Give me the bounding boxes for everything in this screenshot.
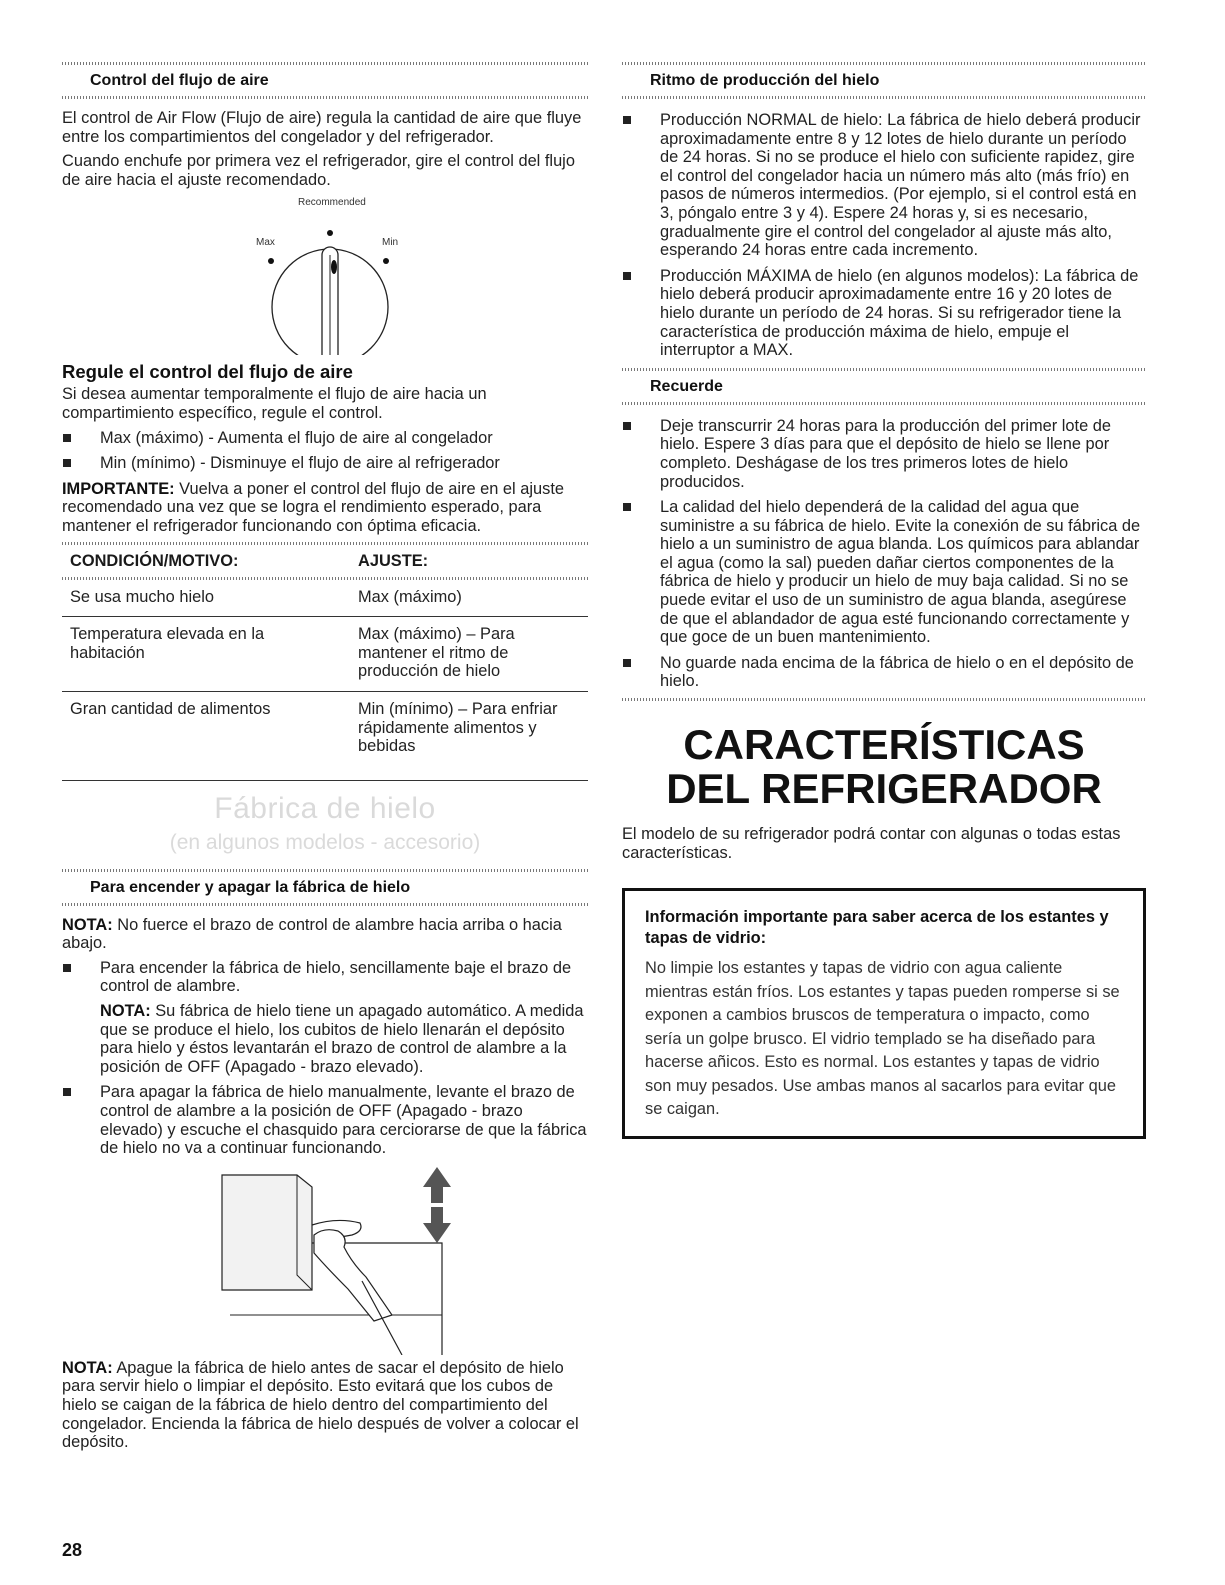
dial-label-recommended: Recommended bbox=[298, 197, 366, 209]
ice-maker-title: Fábrica de hielo bbox=[214, 791, 436, 825]
list-item bbox=[62, 959, 588, 1077]
list-item: Max (máximo) - Aumenta el flujo de aire al congelador bbox=[62, 429, 588, 448]
onoff-heading: Para encender y apagar la fábrica de hielo bbox=[62, 869, 588, 906]
ice-maker-box bbox=[222, 1175, 312, 1290]
section-divider bbox=[622, 698, 1146, 701]
table-row bbox=[62, 691, 588, 780]
adjust-paragraph: Si desea aumentar temporalmente el flujo de aire hacia un compartimiento específico, regule el control. bbox=[62, 385, 487, 422]
glass-shelves-notice-box bbox=[622, 888, 1146, 1139]
important-label: IMPORTANTE: bbox=[62, 479, 175, 498]
airflow-paragraph-1: El control de Air Flow (Flujo de aire) regula la cantidad de aire que fluye entre los compartimientos del congelador y del refrigerador. bbox=[62, 109, 582, 146]
list-item: La calidad del hielo dependerá de la calidad del agua que suministre a su fábrica de hielo. Evite la conexión de su fábrica de hielo a un suministro de agua blanda. Los químicos para ablandar el agua (como la sal) pueden dañar ciertos componentes de la fábrica de hielo y producir un hielo de muy baja calidad. Si no se puede evitar el uso de un suministro de agua blanda, asegúrese de que el ablandador de agua esté funcionando correctamente y que goce de un buen mantenimiento. bbox=[622, 498, 1146, 647]
dial-label-max: Max bbox=[256, 237, 275, 249]
remember-list bbox=[622, 417, 1146, 691]
remember-heading: Recuerde bbox=[622, 368, 1146, 405]
airflow-heading: Control del flujo de aire bbox=[62, 62, 588, 99]
rate-list bbox=[622, 111, 1146, 360]
table-header-condition: CONDICIÓN/MOTIVO: bbox=[62, 542, 350, 580]
adjust-heading: Regule el control del flujo de aire bbox=[62, 361, 353, 383]
list-item: Producción MÁXIMA de hielo (en algunos modelos): La fábrica de hielo deberá producir aproximadamente entre 16 y 20 lotes de hielo durante un período de 24 horas. Si su refrigerador tiene la característica de producción máxima de hielo, empuje el interruptor a MAX. bbox=[622, 267, 1146, 360]
up-arrow-icon bbox=[423, 1167, 451, 1203]
dial-label-min: Min bbox=[382, 237, 399, 249]
table-cell: Max (máximo) – Para mantener el ritmo de producción de hielo bbox=[350, 617, 588, 692]
ice-maker-subtitle: (en algunos modelos - accesorio) bbox=[169, 830, 481, 854]
important-text: Vuelva a poner el control del flujo de aire en el ajuste recomendado una vez que se logra el rendimiento esperado, para mantener el refrigerador funcionando con óptima eficacia. bbox=[62, 479, 564, 535]
ice-maker-drawing bbox=[62, 1165, 588, 1355]
table-cell: Min (mínimo) – Para enfriar rápidamente alimentos y bebidas bbox=[350, 691, 588, 780]
table-cell: Gran cantidad de alimentos bbox=[62, 691, 350, 780]
dial-recommended-dot bbox=[327, 230, 333, 236]
nota-2-paragraph bbox=[62, 1359, 588, 1452]
important-paragraph bbox=[62, 480, 588, 536]
table-cell: Se usa mucho hielo bbox=[62, 580, 350, 617]
onoff-list bbox=[62, 959, 588, 1158]
nota-2-text: Apague la fábrica de hielo antes de sacar el depósito de hielo para servir hielo o limpiar el depósito. Esto evitará que los cubos de hielo se caigan de la fábrica de hielo dentro del compartimiento del congelador. Encienda la fábrica de hielo después de volver a colocar el depósito. bbox=[62, 1358, 579, 1452]
page-number: 28 bbox=[62, 1540, 83, 1560]
features-title-line-1: CARACTERÍSTICAS bbox=[683, 721, 1085, 769]
table-header-setting: AJUSTE: bbox=[350, 542, 588, 580]
onoff-note-text: Su fábrica de hielo tiene un apagado automático. A medida que se produce el hielo, los cubitos de hielo llenarán el depósito para hielo y éstos levantarán el brazo de control de alambre a la posición de OFF (Apagado - brazo elevado). bbox=[100, 1002, 584, 1076]
ice-maker-illustration bbox=[62, 1165, 588, 1355]
nota-1-text: No fuerce el brazo de control de alambre hacia arriba o hacia abajo. bbox=[62, 915, 562, 953]
right-column bbox=[622, 62, 1146, 1139]
table-row bbox=[62, 617, 588, 692]
left-column bbox=[62, 62, 588, 1458]
airflow-settings-table bbox=[62, 542, 588, 781]
features-title bbox=[622, 723, 1146, 811]
nota-1-label: NOTA: bbox=[62, 915, 113, 934]
features-intro: El modelo de su refrigerador podrá contar con algunas o todas estas características. bbox=[622, 825, 1121, 862]
adjust-list bbox=[62, 429, 588, 473]
onoff-item-note bbox=[100, 1002, 588, 1076]
onoff-note-label: NOTA: bbox=[100, 1002, 151, 1021]
features-title-line-2: DEL REFRIGERADOR bbox=[666, 765, 1102, 813]
nota-1-paragraph bbox=[62, 916, 588, 953]
dial-pointer bbox=[331, 260, 337, 274]
list-item: Deje transcurrir 24 horas para la producción del primer lote de hielo. Espere 3 días para que el depósito de hielo se llene por completo. Deshágase de los tres primeros lotes de hielo producidos. bbox=[622, 417, 1146, 491]
notice-title: Información importante para saber acerca de los estantes y tapas de vidrio: bbox=[645, 908, 1109, 948]
dial-max-dot bbox=[268, 258, 274, 264]
list-item: No guarde nada encima de la fábrica de hielo o en el depósito de hielo. bbox=[622, 654, 1146, 691]
airflow-paragraph-2: Cuando enchufe por primera vez el refrigerador, gire el control del flujo de aire hacia el ajuste recomendado. bbox=[62, 152, 575, 189]
airflow-dial-diagram bbox=[62, 195, 588, 355]
notice-body: No limpie los estantes y tapas de vidrio con agua caliente mientras están fríos. Los estantes y tapas pueden romperse si se exponen a cambios bruscos de temperatura o impacto, como sería un golpe brusco. El vidrio templado se ha diseñado para hacerse añicos. Esto es normal. Los estantes y tapas de vidrio son muy pesados. Use ambas manos al sacarlos para evitar que se caigan. bbox=[645, 959, 1120, 1119]
dial-drawing bbox=[62, 195, 588, 355]
list-item: Min (mínimo) - Disminuye el flujo de aire al refrigerador bbox=[62, 454, 588, 473]
table-row bbox=[62, 580, 588, 617]
list-item: Para apagar la fábrica de hielo manualmente, levante el brazo de control de alambre a la posición de OFF (Apagado - brazo elevado) y escuche el chasquido para cerciorarse de que la fábrica de hielo no va a continuar funcionando. bbox=[62, 1083, 588, 1157]
list-item-text: Para encender la fábrica de hielo, sencillamente baje el brazo de control de alambre. bbox=[100, 958, 572, 996]
down-arrow-icon bbox=[423, 1207, 451, 1243]
table-cell: Temperatura elevada en la habitación bbox=[62, 617, 350, 692]
nota-2-label: NOTA: bbox=[62, 1358, 113, 1377]
list-item: Producción NORMAL de hielo: La fábrica de hielo deberá producir aproximadamente entre 8 y 12 lotes de hielo durante un período de 24 horas. Si no se produce el hielo con suficiente rapidez, gire el control del congelador hacia un número más alto (más frío) en pasos de números intermedios. (Por ejemplo, si el control está en 3, póngalo entre 3 y 4). Espere 24 horas y, si es necesario, gradualmente gire el control del congelador al ajuste más alto, esperando 24 horas entre cada incremento. bbox=[622, 111, 1146, 260]
dial-min-dot bbox=[383, 258, 389, 264]
table-cell: Max (máximo) bbox=[350, 580, 588, 617]
rate-heading: Ritmo de producción del hielo bbox=[622, 62, 1146, 99]
